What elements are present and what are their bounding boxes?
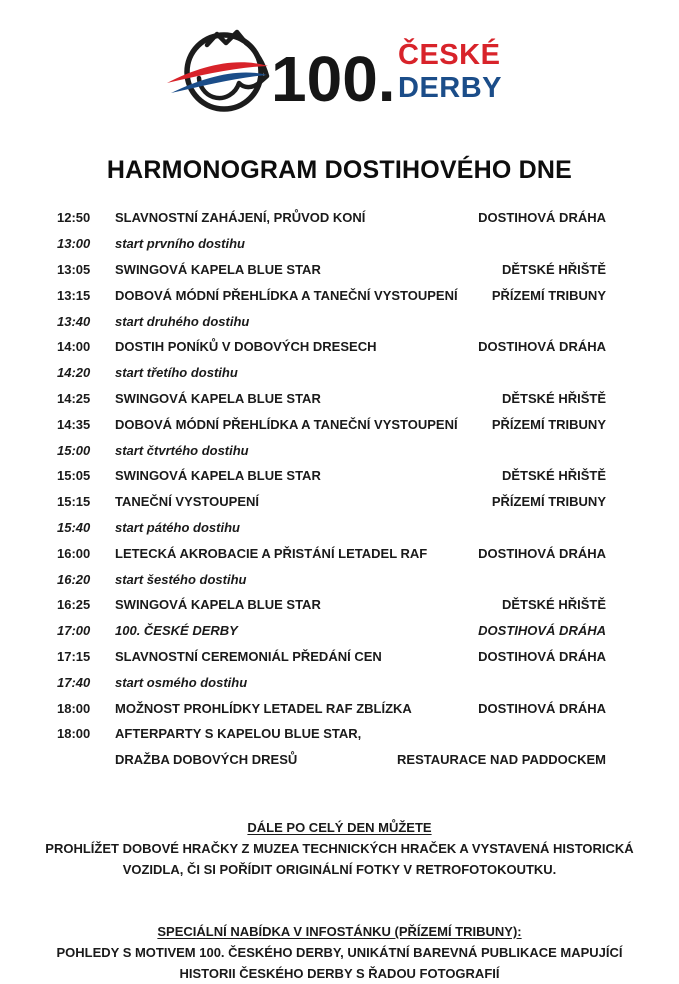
schedule-time: 13:40 — [57, 313, 91, 329]
schedule-event: SLAVNOSTNÍ CEREMONIÁL PŘEDÁNÍ CEN — [115, 648, 382, 664]
note-line: PROHLÍŽET DOBOVÉ HRAČKY Z MUZEA TECHNICKÝCH HRAČEK A VYSTAVENÁ HISTORICKÁ — [45, 840, 634, 856]
schedule-row — [57, 231, 606, 257]
schedule-location: DĚTSKÉ HŘIŠTĚ — [501, 468, 606, 484]
schedule-time: 16:25 — [57, 597, 91, 613]
schedule-event: 100. ČESKÉ DERBY — [115, 623, 238, 639]
schedule-row — [57, 334, 606, 360]
schedule-row — [57, 257, 606, 283]
note-block — [0, 817, 679, 880]
schedule-event: start osmého dostihu — [115, 674, 248, 690]
page-title: HARMONOGRAM DOSTIHOVÉHO DNE — [106, 156, 573, 184]
logo-brand-line1: ČESKÉ — [398, 39, 501, 71]
schedule — [0, 205, 679, 773]
schedule-row — [57, 282, 606, 308]
derby-logo — [167, 24, 512, 120]
schedule-location: DOSTIHOVÁ DRÁHA — [478, 700, 606, 716]
schedule-time: 14:20 — [57, 365, 91, 381]
schedule-event: SLAVNOSTNÍ ZAHÁJENÍ, PRŮVOD KONÍ — [115, 210, 366, 226]
schedule-time: 18:00 — [57, 726, 91, 742]
schedule-time: 15:40 — [57, 519, 91, 535]
schedule-row — [57, 515, 606, 541]
schedule-time: 13:00 — [57, 236, 91, 252]
schedule-time: 17:40 — [57, 674, 91, 690]
schedule-location: DĚTSKÉ HŘIŠTĚ — [501, 261, 606, 277]
schedule-event: start druhého dostihu — [115, 313, 250, 329]
schedule-row — [57, 463, 606, 489]
logo-number: 100. — [271, 43, 396, 115]
schedule-time: 13:05 — [57, 261, 91, 277]
logo-brand-line2: DERBY — [398, 72, 503, 104]
schedule-event: SWINGOVÁ KAPELA BLUE STAR — [115, 390, 321, 406]
schedule-location: PŘÍZEMÍ TRIBUNY — [491, 494, 606, 510]
schedule-location: RESTAURACE NAD PADDOCKEM — [397, 752, 606, 768]
schedule-event: SWINGOVÁ KAPELA BLUE STAR — [115, 597, 321, 613]
note-heading: SPECIÁLNÍ NABÍDKA V INFOSTÁNKU (PŘÍZEMÍ TRIBUNY): — [157, 923, 522, 939]
schedule-row — [57, 566, 606, 592]
schedule-event: SWINGOVÁ KAPELA BLUE STAR — [115, 261, 321, 277]
schedule-row — [57, 386, 606, 412]
schedule-time: 17:00 — [57, 623, 91, 639]
schedule-location: DOSTIHOVÁ DRÁHA — [478, 648, 606, 664]
schedule-time: 18:00 — [57, 700, 91, 716]
schedule-time: 14:25 — [57, 390, 91, 406]
horse-head-icon — [167, 32, 268, 109]
note-heading: DÁLE PO CELÝ DEN MŮŽETE — [247, 819, 432, 835]
schedule-event: start pátého dostihu — [115, 519, 240, 535]
schedule-time: 16:20 — [57, 571, 91, 587]
schedule-row — [57, 721, 606, 747]
schedule-time: 15:05 — [57, 468, 91, 484]
schedule-event: AFTERPARTY S KAPELOU BLUE STAR, — [115, 726, 362, 742]
schedule-event: start třetího dostihu — [115, 365, 238, 381]
schedule-event: DOSTIH PONÍKŮ V DOBOVÝCH DRESECH — [115, 339, 377, 355]
schedule-time: 13:15 — [57, 287, 91, 303]
note-line: POHLEDY S MOTIVEM 100. ČESKÉHO DERBY, UNIKÁTNÍ BAREVNÁ PUBLIKACE MAPUJÍCÍ — [56, 944, 623, 960]
schedule-location: DOSTIHOVÁ DRÁHA — [478, 210, 606, 226]
schedule-time: 17:15 — [57, 648, 91, 664]
schedule-time: 14:00 — [57, 339, 91, 355]
schedule-row — [57, 747, 606, 773]
schedule-row — [57, 669, 606, 695]
event-logo — [0, 0, 679, 120]
schedule-location: DĚTSKÉ HŘIŠTĚ — [501, 390, 606, 406]
schedule-row — [57, 540, 606, 566]
schedule-event: start šestého dostihu — [115, 571, 247, 587]
schedule-location: PŘÍZEMÍ TRIBUNY — [491, 287, 606, 303]
schedule-row — [57, 489, 606, 515]
schedule-location: PŘÍZEMÍ TRIBUNY — [491, 416, 606, 432]
schedule-location: DOSTIHOVÁ DRÁHA — [478, 339, 606, 355]
schedule-location: DOSTIHOVÁ DRÁHA — [478, 545, 606, 561]
schedule-row — [57, 592, 606, 618]
schedule-time: 12:50 — [57, 210, 91, 226]
schedule-event: DRAŽBA DOBOVÝCH DRESŮ — [115, 752, 298, 768]
note-line: HISTORII ČESKÉHO DERBY S ŘADOU FOTOGRAFIÍ — [179, 965, 500, 981]
schedule-event: TANEČNÍ VYSTOUPENÍ — [115, 494, 259, 510]
schedule-row — [57, 411, 606, 437]
schedule-row — [57, 205, 606, 231]
schedule-time: 15:00 — [57, 442, 91, 458]
note-block — [0, 921, 679, 984]
schedule-location: DOSTIHOVÁ DRÁHA — [478, 623, 606, 639]
schedule-row — [57, 437, 606, 463]
schedule-row — [57, 360, 606, 386]
schedule-time: 14:35 — [57, 416, 91, 432]
schedule-time: 16:00 — [57, 545, 91, 561]
schedule-time: 15:15 — [57, 494, 91, 510]
schedule-event: start prvního dostihu — [115, 236, 245, 252]
schedule-event: LETECKÁ AKROBACIE A PŘISTÁNÍ LETADEL RAF — [115, 545, 428, 561]
schedule-row — [57, 618, 606, 644]
schedule-location: DĚTSKÉ HŘIŠTĚ — [501, 597, 606, 613]
schedule-event: MOŽNOST PROHLÍDKY LETADEL RAF ZBLÍZKA — [115, 700, 412, 716]
schedule-event: SWINGOVÁ KAPELA BLUE STAR — [115, 468, 321, 484]
schedule-event: DOBOVÁ MÓDNÍ PŘEHLÍDKA A TANEČNÍ VYSTOUPENÍ — [115, 416, 458, 432]
note-line: VOZIDLA, ČI SI POŘÍDIT ORIGINÁLNÍ FOTKY V RETROFOTOKOUTKU. — [122, 861, 557, 877]
schedule-event: DOBOVÁ MÓDNÍ PŘEHLÍDKA A TANEČNÍ VYSTOUPENÍ — [115, 287, 458, 303]
notes — [0, 817, 679, 984]
schedule-row — [57, 308, 606, 334]
schedule-row — [57, 695, 606, 721]
schedule-row — [57, 644, 606, 670]
schedule-event: start čtvrtého dostihu — [115, 442, 249, 458]
